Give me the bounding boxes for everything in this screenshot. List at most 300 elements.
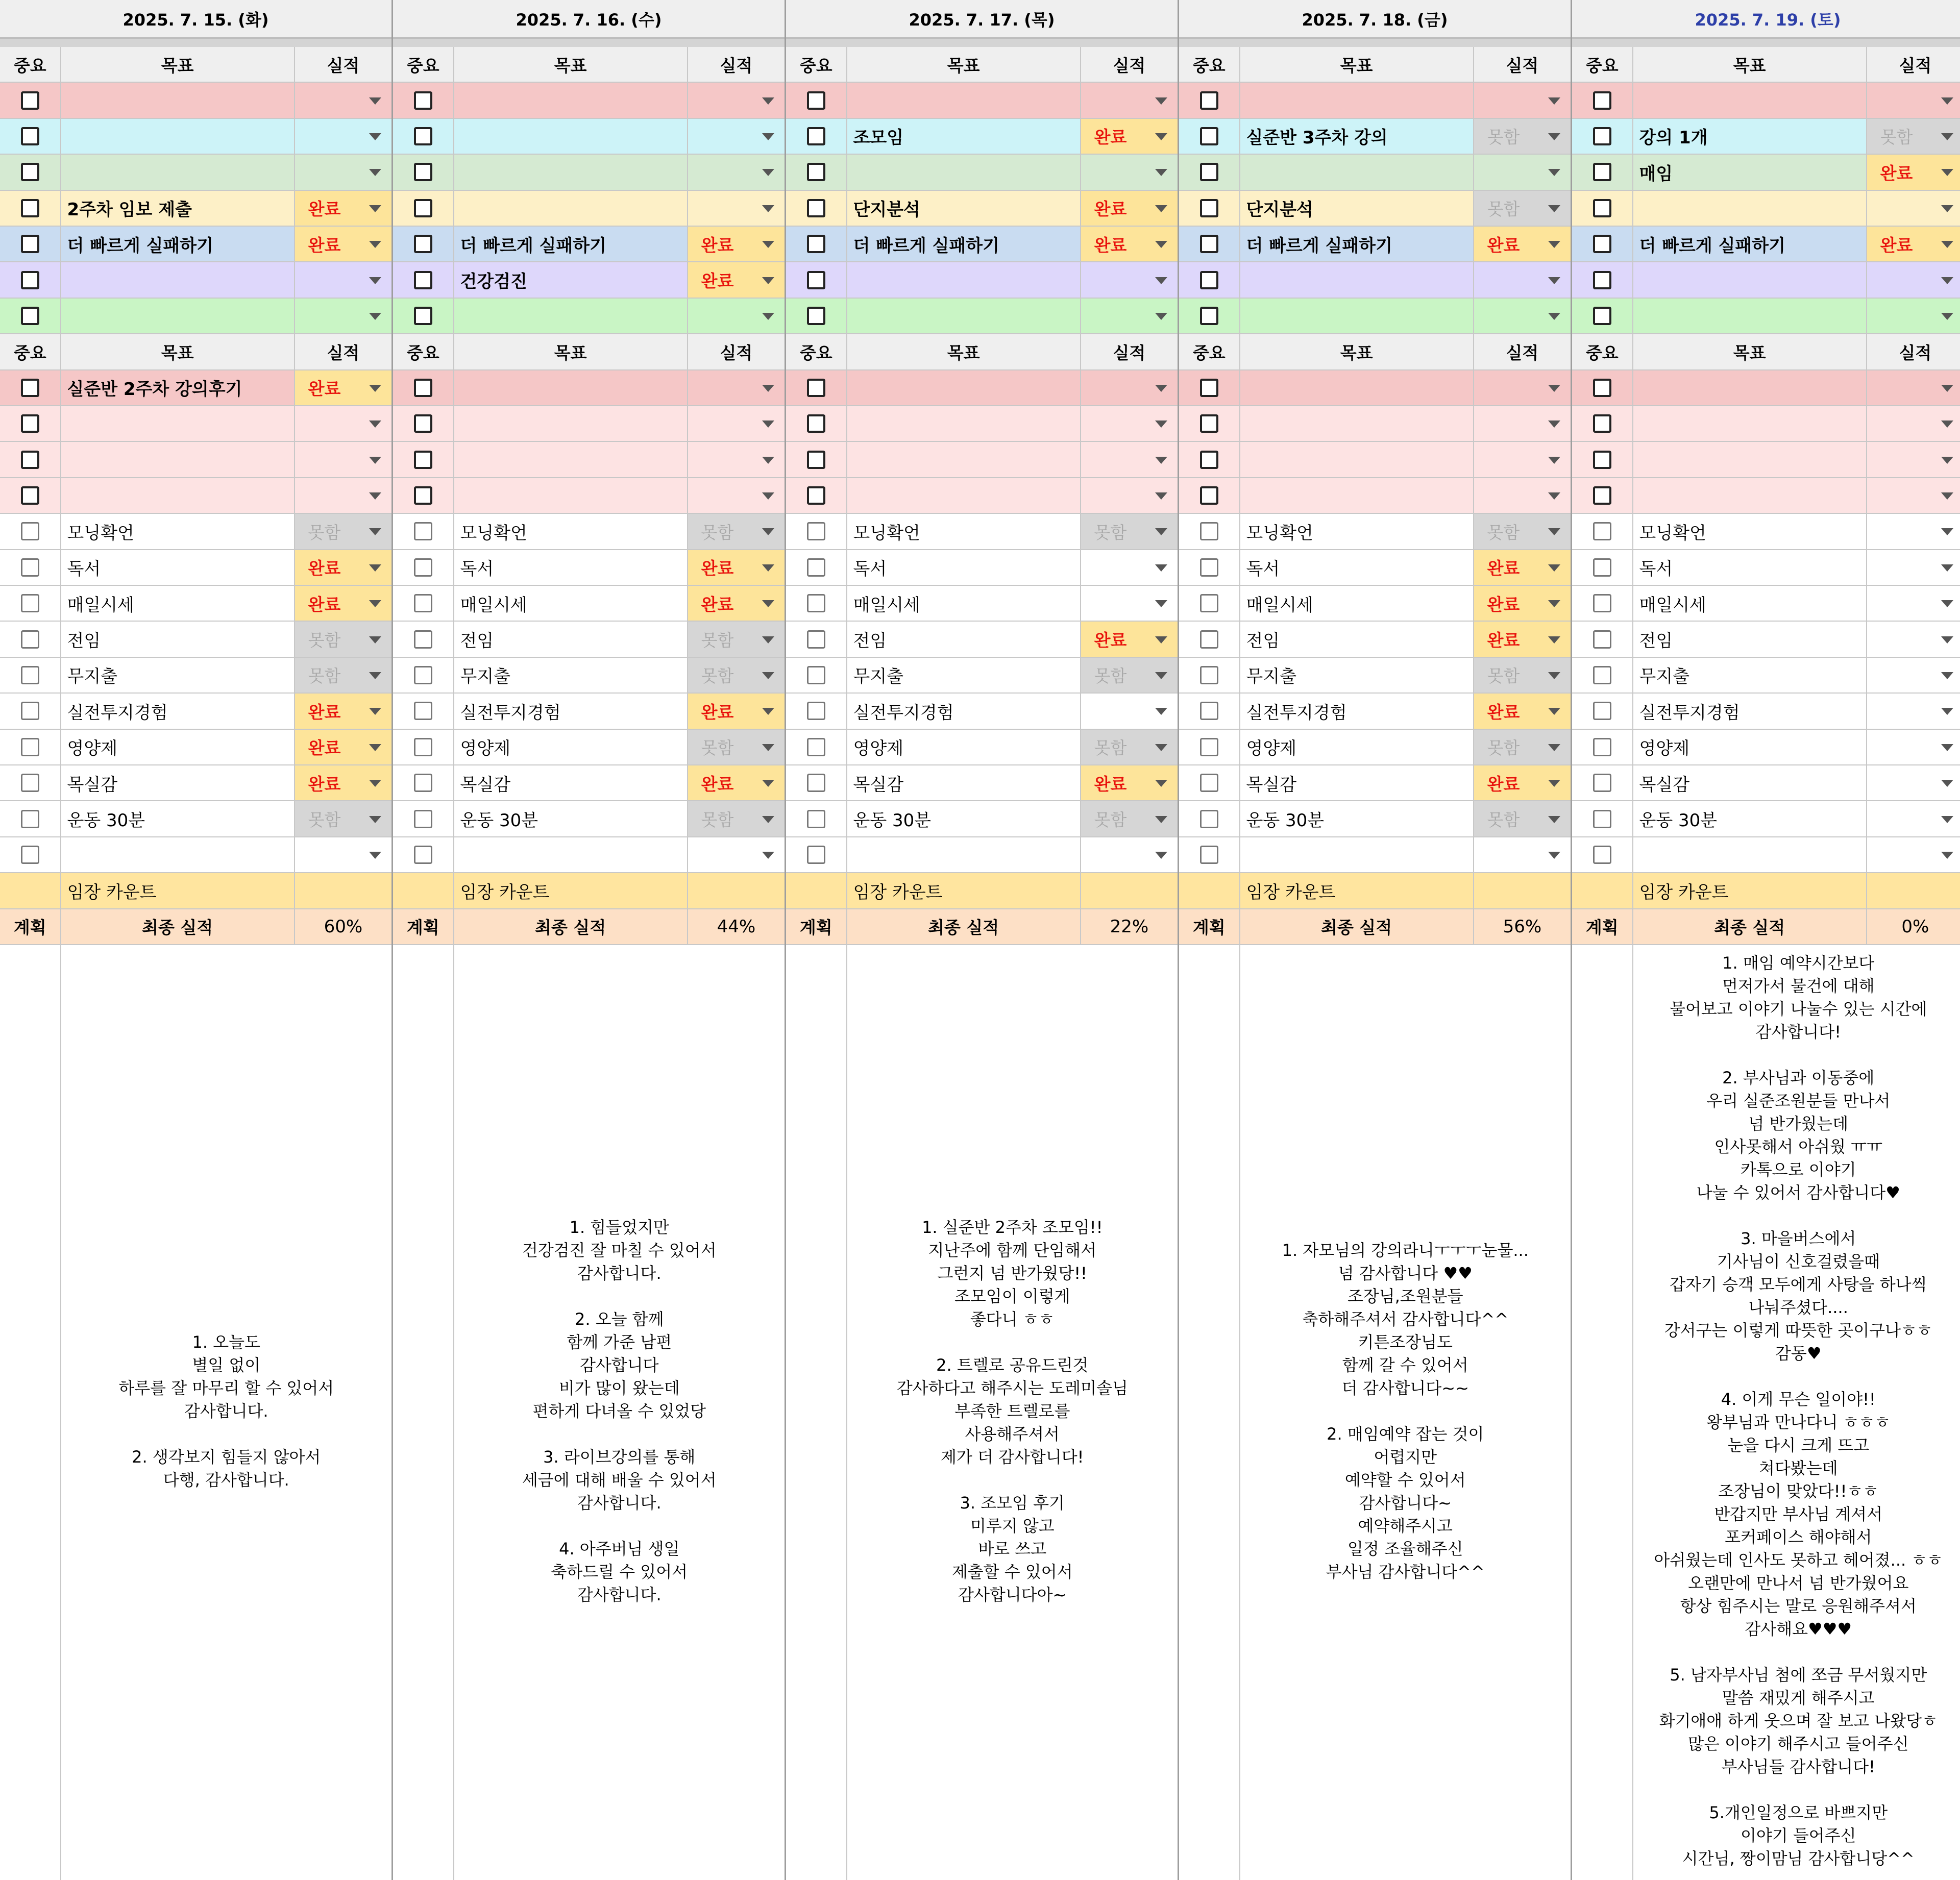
status-dropdown[interactable]: [295, 730, 391, 764]
status-dropdown[interactable]: [1081, 299, 1178, 333]
goal-text[interactable]: 조모임: [847, 119, 1081, 154]
goal-text[interactable]: [61, 406, 295, 441]
plan-cell[interactable]: [0, 942, 61, 1880]
checkbox[interactable]: [1200, 774, 1218, 792]
plan-cell[interactable]: [1572, 942, 1633, 1880]
goal-text[interactable]: 모닝확언: [1633, 514, 1867, 549]
status-dropdown[interactable]: [295, 478, 391, 513]
gratitude-note-cell[interactable]: [847, 942, 1178, 1880]
checkbox[interactable]: [1200, 666, 1218, 684]
checkbox[interactable]: [1593, 271, 1611, 289]
goal-text[interactable]: 2주차 임보 제출: [61, 191, 295, 226]
status-dropdown[interactable]: [1474, 406, 1571, 441]
checkbox[interactable]: [1593, 846, 1611, 864]
checkbox[interactable]: [1593, 738, 1611, 756]
status-dropdown[interactable]: [1474, 227, 1571, 261]
checkbox[interactable]: [21, 235, 39, 253]
goal-text[interactable]: 실전투지경험: [454, 694, 688, 728]
goal-text[interactable]: 전임: [61, 622, 295, 656]
goal-text[interactable]: [454, 478, 688, 513]
goal-text[interactable]: [1633, 406, 1867, 441]
checkbox[interactable]: [807, 199, 825, 217]
goal-text[interactable]: 모닝확언: [1240, 514, 1474, 549]
checkbox[interactable]: [1593, 594, 1611, 612]
goal-text[interactable]: [454, 406, 688, 441]
status-dropdown[interactable]: [688, 370, 785, 405]
status-dropdown[interactable]: [688, 262, 785, 297]
goal-text[interactable]: 매일시세: [1240, 586, 1474, 621]
checkbox[interactable]: [21, 738, 39, 756]
goal-text[interactable]: 독서: [454, 550, 688, 585]
checkbox[interactable]: [414, 702, 432, 720]
status-dropdown[interactable]: [295, 586, 391, 621]
status-dropdown[interactable]: [295, 370, 391, 405]
status-dropdown[interactable]: [1081, 262, 1178, 297]
status-dropdown[interactable]: [688, 191, 785, 226]
checkbox[interactable]: [414, 486, 432, 505]
visit-count-value[interactable]: [1867, 873, 1960, 908]
status-dropdown[interactable]: [295, 622, 391, 656]
checkbox[interactable]: [807, 738, 825, 756]
checkbox[interactable]: [1200, 379, 1218, 397]
status-dropdown[interactable]: [1867, 83, 1960, 117]
gratitude-note-cell[interactable]: [1240, 942, 1571, 1880]
checkbox[interactable]: [1593, 235, 1611, 253]
goal-text[interactable]: [847, 478, 1081, 513]
goal-text[interactable]: 무지출: [454, 658, 688, 692]
status-dropdown[interactable]: [688, 227, 785, 261]
checkbox[interactable]: [807, 163, 825, 181]
status-dropdown[interactable]: [1867, 514, 1960, 549]
status-dropdown[interactable]: [688, 442, 785, 477]
status-dropdown[interactable]: [295, 227, 391, 261]
goal-text[interactable]: [1240, 406, 1474, 441]
checkbox[interactable]: [1593, 163, 1611, 181]
checkbox[interactable]: [21, 379, 39, 397]
checkbox[interactable]: [21, 127, 39, 145]
status-dropdown[interactable]: [688, 514, 785, 549]
checkbox[interactable]: [1200, 846, 1218, 864]
status-dropdown[interactable]: [295, 694, 391, 728]
checkbox[interactable]: [1200, 271, 1218, 289]
status-dropdown[interactable]: [1474, 442, 1571, 477]
status-dropdown[interactable]: [1474, 658, 1571, 692]
goal-text[interactable]: [1240, 155, 1474, 189]
goal-text[interactable]: [1633, 478, 1867, 513]
status-dropdown[interactable]: [1081, 155, 1178, 189]
goal-text[interactable]: 독서: [1633, 550, 1867, 585]
status-dropdown[interactable]: [688, 406, 785, 441]
checkbox[interactable]: [1593, 127, 1611, 145]
goal-text[interactable]: [847, 370, 1081, 405]
status-dropdown[interactable]: [295, 442, 391, 477]
goal-text[interactable]: 매일시세: [454, 586, 688, 621]
status-dropdown[interactable]: [295, 406, 391, 441]
plan-cell[interactable]: [393, 942, 454, 1880]
status-dropdown[interactable]: [688, 83, 785, 117]
status-dropdown[interactable]: [295, 765, 391, 800]
status-dropdown[interactable]: [1474, 155, 1571, 189]
checkbox[interactable]: [414, 522, 432, 540]
goal-text[interactable]: 모닝확언: [61, 514, 295, 549]
checkbox[interactable]: [807, 271, 825, 289]
checkbox[interactable]: [1593, 702, 1611, 720]
status-dropdown[interactable]: [688, 837, 785, 872]
status-dropdown[interactable]: [688, 694, 785, 728]
goal-text[interactable]: [61, 478, 295, 513]
status-dropdown[interactable]: [688, 730, 785, 764]
checkbox[interactable]: [1593, 774, 1611, 792]
checkbox[interactable]: [1593, 451, 1611, 469]
status-dropdown[interactable]: [1867, 730, 1960, 764]
status-dropdown[interactable]: [1867, 801, 1960, 836]
gratitude-note-cell[interactable]: [61, 942, 391, 1880]
checkbox[interactable]: [807, 702, 825, 720]
checkbox[interactable]: [1593, 307, 1611, 325]
status-dropdown[interactable]: [1081, 730, 1178, 764]
checkbox[interactable]: [414, 235, 432, 253]
checkbox[interactable]: [1200, 522, 1218, 540]
checkbox[interactable]: [21, 666, 39, 684]
checkbox[interactable]: [1593, 810, 1611, 828]
status-dropdown[interactable]: [1474, 730, 1571, 764]
goal-text[interactable]: [454, 299, 688, 333]
checkbox[interactable]: [1200, 163, 1218, 181]
checkbox[interactable]: [1200, 235, 1218, 253]
checkbox[interactable]: [414, 163, 432, 181]
goal-text[interactable]: 더 빠르게 실패하기: [847, 227, 1081, 261]
goal-text[interactable]: 더 빠르게 실패하기: [1633, 227, 1867, 261]
status-dropdown[interactable]: [1081, 227, 1178, 261]
checkbox[interactable]: [21, 271, 39, 289]
goal-text[interactable]: [1240, 299, 1474, 333]
goal-text[interactable]: 실준반 3주차 강의: [1240, 119, 1474, 154]
goal-text[interactable]: [454, 442, 688, 477]
status-dropdown[interactable]: [688, 478, 785, 513]
goal-text[interactable]: 모닝확언: [454, 514, 688, 549]
status-dropdown[interactable]: [1081, 191, 1178, 226]
checkbox[interactable]: [1593, 486, 1611, 505]
goal-text[interactable]: 전임: [1240, 622, 1474, 656]
goal-text[interactable]: 매일시세: [1633, 586, 1867, 621]
checkbox[interactable]: [807, 91, 825, 110]
goal-text[interactable]: 전임: [847, 622, 1081, 656]
status-dropdown[interactable]: [1474, 478, 1571, 513]
goal-text[interactable]: 목실감: [1240, 765, 1474, 800]
status-dropdown[interactable]: [1081, 622, 1178, 656]
status-dropdown[interactable]: [1081, 406, 1178, 441]
status-dropdown[interactable]: [1474, 262, 1571, 297]
goal-text[interactable]: 단지분석: [1240, 191, 1474, 226]
goal-text[interactable]: [61, 299, 295, 333]
checkbox[interactable]: [1200, 486, 1218, 505]
goal-text[interactable]: 영양제: [847, 730, 1081, 764]
checkbox[interactable]: [1200, 414, 1218, 433]
goal-text[interactable]: 더 빠르게 실패하기: [1240, 227, 1474, 261]
status-dropdown[interactable]: [1474, 299, 1571, 333]
checkbox[interactable]: [414, 558, 432, 577]
checkbox[interactable]: [807, 846, 825, 864]
checkbox[interactable]: [807, 127, 825, 145]
status-dropdown[interactable]: [688, 299, 785, 333]
checkbox[interactable]: [414, 630, 432, 649]
goal-text[interactable]: [1633, 370, 1867, 405]
goal-text[interactable]: [61, 83, 295, 117]
goal-text[interactable]: 더 빠르게 실패하기: [454, 227, 688, 261]
status-dropdown[interactable]: [295, 191, 391, 226]
checkbox[interactable]: [21, 810, 39, 828]
status-dropdown[interactable]: [1867, 191, 1960, 226]
status-dropdown[interactable]: [1081, 550, 1178, 585]
goal-text[interactable]: [847, 262, 1081, 297]
status-dropdown[interactable]: [688, 801, 785, 836]
status-dropdown[interactable]: [1081, 837, 1178, 872]
checkbox[interactable]: [414, 379, 432, 397]
goal-text[interactable]: [1240, 83, 1474, 117]
visit-count-value[interactable]: [688, 873, 785, 908]
checkbox[interactable]: [21, 414, 39, 433]
plan-cell[interactable]: [786, 942, 847, 1880]
goal-text[interactable]: 독서: [847, 550, 1081, 585]
status-dropdown[interactable]: [1867, 622, 1960, 656]
checkbox[interactable]: [807, 522, 825, 540]
goal-text[interactable]: [454, 837, 688, 872]
plan-cell[interactable]: [1179, 942, 1240, 1880]
visit-count-value[interactable]: [295, 873, 391, 908]
status-dropdown[interactable]: [1474, 191, 1571, 226]
checkbox[interactable]: [1593, 630, 1611, 649]
goal-text[interactable]: 목실감: [61, 765, 295, 800]
checkbox[interactable]: [1200, 451, 1218, 469]
goal-text[interactable]: 건강검진: [454, 262, 688, 297]
status-dropdown[interactable]: [1867, 155, 1960, 189]
checkbox[interactable]: [1200, 558, 1218, 577]
status-dropdown[interactable]: [1867, 550, 1960, 585]
status-dropdown[interactable]: [1474, 694, 1571, 728]
checkbox[interactable]: [21, 558, 39, 577]
status-dropdown[interactable]: [1867, 694, 1960, 728]
status-dropdown[interactable]: [1867, 262, 1960, 297]
goal-text[interactable]: 영양제: [61, 730, 295, 764]
status-dropdown[interactable]: [1474, 370, 1571, 405]
checkbox[interactable]: [1200, 307, 1218, 325]
status-dropdown[interactable]: [1081, 514, 1178, 549]
checkbox[interactable]: [414, 91, 432, 110]
checkbox[interactable]: [807, 235, 825, 253]
status-dropdown[interactable]: [295, 83, 391, 117]
goal-text[interactable]: [454, 370, 688, 405]
goal-text[interactable]: 매일시세: [847, 586, 1081, 621]
status-dropdown[interactable]: [295, 550, 391, 585]
goal-text[interactable]: [1240, 837, 1474, 872]
checkbox[interactable]: [807, 379, 825, 397]
goal-text[interactable]: [1633, 837, 1867, 872]
goal-text[interactable]: 실전투지경험: [1240, 694, 1474, 728]
status-dropdown[interactable]: [295, 837, 391, 872]
status-dropdown[interactable]: [1867, 837, 1960, 872]
goal-text[interactable]: [454, 155, 688, 189]
status-dropdown[interactable]: [688, 586, 785, 621]
goal-text[interactable]: [1240, 442, 1474, 477]
checkbox[interactable]: [807, 486, 825, 505]
goal-text[interactable]: 영양제: [454, 730, 688, 764]
status-dropdown[interactable]: [1474, 801, 1571, 836]
checkbox[interactable]: [21, 630, 39, 649]
goal-text[interactable]: [1633, 191, 1867, 226]
checkbox[interactable]: [21, 594, 39, 612]
status-dropdown[interactable]: [688, 765, 785, 800]
gratitude-note-cell[interactable]: [454, 942, 785, 1880]
goal-text[interactable]: 운동 30분: [454, 801, 688, 836]
checkbox[interactable]: [1593, 666, 1611, 684]
goal-text[interactable]: 실준반 2주차 강의후기: [61, 370, 295, 405]
checkbox[interactable]: [414, 594, 432, 612]
status-dropdown[interactable]: [295, 299, 391, 333]
checkbox[interactable]: [21, 774, 39, 792]
checkbox[interactable]: [1593, 558, 1611, 577]
checkbox[interactable]: [1200, 594, 1218, 612]
status-dropdown[interactable]: [1081, 694, 1178, 728]
checkbox[interactable]: [807, 414, 825, 433]
checkbox[interactable]: [414, 738, 432, 756]
status-dropdown[interactable]: [295, 514, 391, 549]
status-dropdown[interactable]: [1081, 586, 1178, 621]
checkbox[interactable]: [414, 810, 432, 828]
goal-text[interactable]: [454, 83, 688, 117]
status-dropdown[interactable]: [1081, 658, 1178, 692]
checkbox[interactable]: [21, 846, 39, 864]
goal-text[interactable]: 실전투지경험: [847, 694, 1081, 728]
goal-text[interactable]: 독서: [1240, 550, 1474, 585]
status-dropdown[interactable]: [688, 622, 785, 656]
goal-text[interactable]: [847, 83, 1081, 117]
status-dropdown[interactable]: [1474, 119, 1571, 154]
status-dropdown[interactable]: [295, 119, 391, 154]
checkbox[interactable]: [807, 666, 825, 684]
goal-text[interactable]: 단지분석: [847, 191, 1081, 226]
status-dropdown[interactable]: [1867, 442, 1960, 477]
status-dropdown[interactable]: [1081, 119, 1178, 154]
goal-text[interactable]: 운동 30분: [61, 801, 295, 836]
goal-text[interactable]: [61, 442, 295, 477]
goal-text[interactable]: 무지출: [1240, 658, 1474, 692]
checkbox[interactable]: [1593, 379, 1611, 397]
goal-text[interactable]: 전임: [1633, 622, 1867, 656]
goal-text[interactable]: [61, 262, 295, 297]
checkbox[interactable]: [807, 774, 825, 792]
checkbox[interactable]: [1593, 91, 1611, 110]
status-dropdown[interactable]: [1474, 83, 1571, 117]
checkbox[interactable]: [21, 307, 39, 325]
goal-text[interactable]: 운동 30분: [1633, 801, 1867, 836]
checkbox[interactable]: [21, 163, 39, 181]
visit-count-value[interactable]: [1081, 873, 1178, 908]
goal-text[interactable]: 실전투지경험: [1633, 694, 1867, 728]
checkbox[interactable]: [807, 630, 825, 649]
checkbox[interactable]: [1200, 199, 1218, 217]
checkbox[interactable]: [414, 127, 432, 145]
goal-text[interactable]: 실전투지경험: [61, 694, 295, 728]
checkbox[interactable]: [21, 486, 39, 505]
checkbox[interactable]: [1593, 199, 1611, 217]
goal-text[interactable]: [61, 155, 295, 189]
status-dropdown[interactable]: [1081, 442, 1178, 477]
status-dropdown[interactable]: [1081, 801, 1178, 836]
status-dropdown[interactable]: [1474, 550, 1571, 585]
goal-text[interactable]: 목실감: [454, 765, 688, 800]
checkbox[interactable]: [807, 451, 825, 469]
status-dropdown[interactable]: [1867, 370, 1960, 405]
goal-text[interactable]: 무지출: [61, 658, 295, 692]
goal-text[interactable]: [847, 442, 1081, 477]
goal-text[interactable]: 매임: [1633, 155, 1867, 189]
checkbox[interactable]: [807, 558, 825, 577]
status-dropdown[interactable]: [295, 658, 391, 692]
checkbox[interactable]: [1200, 702, 1218, 720]
checkbox[interactable]: [807, 307, 825, 325]
checkbox[interactable]: [414, 307, 432, 325]
gratitude-note-cell[interactable]: [1633, 942, 1960, 1880]
checkbox[interactable]: [1200, 810, 1218, 828]
visit-count-value[interactable]: [1474, 873, 1571, 908]
goal-text[interactable]: 목실감: [1633, 765, 1867, 800]
goal-text[interactable]: 더 빠르게 실패하기: [61, 227, 295, 261]
status-dropdown[interactable]: [1474, 765, 1571, 800]
checkbox[interactable]: [1200, 127, 1218, 145]
checkbox[interactable]: [21, 522, 39, 540]
goal-text[interactable]: 운동 30분: [847, 801, 1081, 836]
status-dropdown[interactable]: [1081, 83, 1178, 117]
status-dropdown[interactable]: [1867, 119, 1960, 154]
goal-text[interactable]: [1633, 83, 1867, 117]
checkbox[interactable]: [414, 414, 432, 433]
checkbox[interactable]: [1200, 738, 1218, 756]
checkbox[interactable]: [21, 199, 39, 217]
goal-text[interactable]: [61, 119, 295, 154]
checkbox[interactable]: [21, 91, 39, 110]
goal-text[interactable]: [847, 299, 1081, 333]
status-dropdown[interactable]: [1081, 370, 1178, 405]
status-dropdown[interactable]: [1867, 406, 1960, 441]
goal-text[interactable]: 강의 1개: [1633, 119, 1867, 154]
status-dropdown[interactable]: [688, 658, 785, 692]
goal-text[interactable]: [1240, 370, 1474, 405]
status-dropdown[interactable]: [295, 155, 391, 189]
status-dropdown[interactable]: [1867, 299, 1960, 333]
goal-text[interactable]: [454, 191, 688, 226]
status-dropdown[interactable]: [688, 155, 785, 189]
goal-text[interactable]: [1240, 262, 1474, 297]
goal-text[interactable]: [454, 119, 688, 154]
checkbox[interactable]: [807, 810, 825, 828]
status-dropdown[interactable]: [1474, 837, 1571, 872]
status-dropdown[interactable]: [1081, 765, 1178, 800]
status-dropdown[interactable]: [1081, 478, 1178, 513]
goal-text[interactable]: 목실감: [847, 765, 1081, 800]
status-dropdown[interactable]: [1867, 658, 1960, 692]
goal-text[interactable]: [847, 837, 1081, 872]
status-dropdown[interactable]: [1867, 478, 1960, 513]
checkbox[interactable]: [414, 666, 432, 684]
checkbox[interactable]: [414, 451, 432, 469]
goal-text[interactable]: 영양제: [1240, 730, 1474, 764]
checkbox[interactable]: [1593, 414, 1611, 433]
checkbox[interactable]: [807, 594, 825, 612]
goal-text[interactable]: 무지출: [1633, 658, 1867, 692]
goal-text[interactable]: 독서: [61, 550, 295, 585]
goal-text[interactable]: [1633, 262, 1867, 297]
goal-text[interactable]: [1240, 478, 1474, 513]
